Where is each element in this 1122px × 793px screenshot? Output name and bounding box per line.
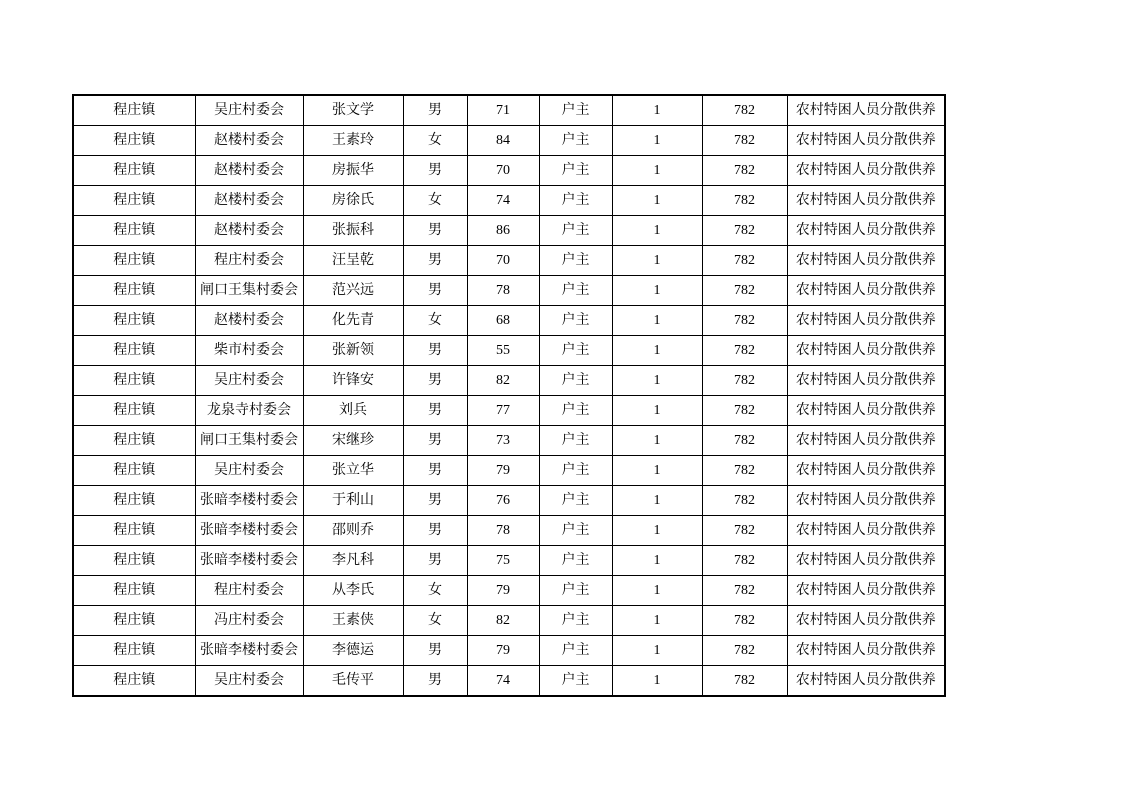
cell-name: 于利山 [303,486,403,516]
cell-village-committee: 赵楼村委会 [195,186,303,216]
cell-household-size: 1 [612,606,702,636]
cell-gender: 男 [403,486,467,516]
cell-amount: 782 [702,95,787,126]
cell-gender: 女 [403,126,467,156]
cell-name: 刘兵 [303,396,403,426]
cell-amount: 782 [702,636,787,666]
cell-age: 55 [467,336,539,366]
cell-amount: 782 [702,666,787,697]
cell-village-committee: 柴市村委会 [195,336,303,366]
cell-support-category: 农村特困人员分散供养 [787,486,945,516]
cell-gender: 女 [403,306,467,336]
cell-age: 76 [467,486,539,516]
cell-support-category: 农村特困人员分散供养 [787,246,945,276]
cell-town: 程庄镇 [73,576,195,606]
cell-name: 宋继珍 [303,426,403,456]
cell-gender: 男 [403,336,467,366]
cell-age: 78 [467,276,539,306]
cell-household-role: 户主 [539,276,612,306]
table-row [73,216,945,246]
cell-amount: 782 [702,426,787,456]
cell-village-committee: 程庄村委会 [195,576,303,606]
cell-village-committee: 吴庄村委会 [195,666,303,697]
cell-town: 程庄镇 [73,426,195,456]
cell-gender: 男 [403,426,467,456]
cell-age: 84 [467,126,539,156]
cell-support-category: 农村特困人员分散供养 [787,576,945,606]
cell-village-committee: 张暗李楼村委会 [195,516,303,546]
cell-support-category: 农村特困人员分散供养 [787,666,945,697]
cell-name: 张文学 [303,95,403,126]
table-row [73,95,945,126]
cell-household-size: 1 [612,126,702,156]
cell-name: 王素侠 [303,606,403,636]
cell-village-committee: 赵楼村委会 [195,216,303,246]
cell-gender: 女 [403,186,467,216]
cell-town: 程庄镇 [73,666,195,697]
cell-town: 程庄镇 [73,306,195,336]
cell-village-committee: 张暗李楼村委会 [195,636,303,666]
cell-name: 范兴远 [303,276,403,306]
cell-support-category: 农村特困人员分散供养 [787,456,945,486]
cell-town: 程庄镇 [73,606,195,636]
table-row [73,576,945,606]
table-row [73,186,945,216]
cell-town: 程庄镇 [73,546,195,576]
table-row [73,366,945,396]
cell-amount: 782 [702,156,787,186]
cell-household-size: 1 [612,216,702,246]
cell-age: 70 [467,156,539,186]
table-row [73,486,945,516]
cell-name: 房徐氏 [303,186,403,216]
cell-gender: 男 [403,366,467,396]
cell-age: 74 [467,666,539,697]
cell-household-role: 户主 [539,576,612,606]
cell-gender: 男 [403,396,467,426]
cell-name: 张振科 [303,216,403,246]
cell-household-size: 1 [612,546,702,576]
cell-name: 李凡科 [303,546,403,576]
table-row [73,396,945,426]
cell-gender: 男 [403,546,467,576]
table-row [73,276,945,306]
cell-age: 79 [467,576,539,606]
cell-amount: 782 [702,246,787,276]
cell-age: 86 [467,216,539,246]
cell-support-category: 农村特困人员分散供养 [787,186,945,216]
cell-name: 房振华 [303,156,403,186]
cell-household-role: 户主 [539,456,612,486]
cell-support-category: 农村特困人员分散供养 [787,546,945,576]
cell-amount: 782 [702,216,787,246]
cell-name: 从李氏 [303,576,403,606]
cell-town: 程庄镇 [73,636,195,666]
cell-name: 王素玲 [303,126,403,156]
cell-household-role: 户主 [539,306,612,336]
cell-amount: 782 [702,336,787,366]
cell-age: 82 [467,606,539,636]
cell-gender: 男 [403,216,467,246]
cell-household-size: 1 [612,95,702,126]
cell-household-size: 1 [612,426,702,456]
cell-household-role: 户主 [539,336,612,366]
cell-household-role: 户主 [539,95,612,126]
cell-age: 77 [467,396,539,426]
cell-household-size: 1 [612,456,702,486]
cell-town: 程庄镇 [73,156,195,186]
table-row [73,546,945,576]
cell-age: 74 [467,186,539,216]
cell-gender: 男 [403,666,467,697]
cell-support-category: 农村特困人员分散供养 [787,366,945,396]
cell-village-committee: 赵楼村委会 [195,306,303,336]
cell-gender: 女 [403,606,467,636]
cell-amount: 782 [702,186,787,216]
table-row [73,126,945,156]
cell-age: 79 [467,456,539,486]
cell-amount: 782 [702,396,787,426]
cell-support-category: 农村特困人员分散供养 [787,606,945,636]
cell-household-role: 户主 [539,126,612,156]
cell-household-size: 1 [612,276,702,306]
cell-amount: 782 [702,576,787,606]
cell-household-size: 1 [612,366,702,396]
cell-town: 程庄镇 [73,95,195,126]
cell-gender: 男 [403,246,467,276]
cell-household-size: 1 [612,396,702,426]
cell-name: 许锋安 [303,366,403,396]
cell-household-role: 户主 [539,216,612,246]
table-row [73,246,945,276]
cell-village-committee: 吴庄村委会 [195,456,303,486]
cell-household-size: 1 [612,636,702,666]
cell-amount: 782 [702,366,787,396]
cell-household-size: 1 [612,576,702,606]
cell-household-size: 1 [612,666,702,697]
cell-household-role: 户主 [539,516,612,546]
cell-village-committee: 吴庄村委会 [195,366,303,396]
cell-household-size: 1 [612,156,702,186]
cell-town: 程庄镇 [73,366,195,396]
cell-household-size: 1 [612,486,702,516]
cell-village-committee: 龙泉寺村委会 [195,396,303,426]
cell-gender: 男 [403,456,467,486]
table-row [73,516,945,546]
cell-household-size: 1 [612,306,702,336]
cell-support-category: 农村特困人员分散供养 [787,95,945,126]
cell-amount: 782 [702,546,787,576]
cell-gender: 男 [403,636,467,666]
cell-household-role: 户主 [539,366,612,396]
cell-support-category: 农村特困人员分散供养 [787,156,945,186]
cell-support-category: 农村特困人员分散供养 [787,426,945,456]
cell-amount: 782 [702,606,787,636]
cell-support-category: 农村特困人员分散供养 [787,216,945,246]
cell-gender: 男 [403,276,467,306]
cell-household-size: 1 [612,186,702,216]
cell-town: 程庄镇 [73,396,195,426]
cell-amount: 782 [702,276,787,306]
cell-age: 79 [467,636,539,666]
cell-village-committee: 吴庄村委会 [195,95,303,126]
cell-support-category: 农村特困人员分散供养 [787,306,945,336]
cell-gender: 女 [403,576,467,606]
cell-age: 78 [467,516,539,546]
cell-village-committee: 赵楼村委会 [195,126,303,156]
table-row [73,336,945,366]
cell-household-role: 户主 [539,546,612,576]
cell-village-committee: 程庄村委会 [195,246,303,276]
cell-household-role: 户主 [539,606,612,636]
cell-name: 张立华 [303,456,403,486]
cell-village-committee: 冯庄村委会 [195,606,303,636]
cell-town: 程庄镇 [73,246,195,276]
cell-town: 程庄镇 [73,126,195,156]
cell-household-role: 户主 [539,426,612,456]
table-row [73,306,945,336]
cell-gender: 男 [403,516,467,546]
cell-age: 82 [467,366,539,396]
table-row [73,426,945,456]
cell-town: 程庄镇 [73,516,195,546]
cell-support-category: 农村特困人员分散供养 [787,336,945,366]
cell-household-role: 户主 [539,486,612,516]
cell-age: 71 [467,95,539,126]
cell-amount: 782 [702,456,787,486]
cell-gender: 男 [403,156,467,186]
cell-household-role: 户主 [539,186,612,216]
cell-age: 75 [467,546,539,576]
cell-gender: 男 [403,95,467,126]
cell-village-committee: 闸口王集村委会 [195,276,303,306]
cell-household-role: 户主 [539,396,612,426]
table-row [73,636,945,666]
cell-name: 毛传平 [303,666,403,697]
cell-amount: 782 [702,486,787,516]
cell-name: 张新领 [303,336,403,366]
relief-recipients-table [72,94,946,697]
cell-age: 68 [467,306,539,336]
cell-amount: 782 [702,126,787,156]
table-row [73,606,945,636]
table-row [73,156,945,186]
cell-age: 70 [467,246,539,276]
cell-support-category: 农村特困人员分散供养 [787,396,945,426]
cell-amount: 782 [702,516,787,546]
cell-town: 程庄镇 [73,186,195,216]
cell-village-committee: 张暗李楼村委会 [195,546,303,576]
cell-household-role: 户主 [539,636,612,666]
cell-household-size: 1 [612,246,702,276]
cell-household-role: 户主 [539,666,612,697]
cell-support-category: 农村特困人员分散供养 [787,276,945,306]
cell-town: 程庄镇 [73,456,195,486]
cell-support-category: 农村特困人员分散供养 [787,636,945,666]
cell-household-role: 户主 [539,156,612,186]
cell-household-size: 1 [612,516,702,546]
table-row [73,666,945,697]
cell-name: 李德运 [303,636,403,666]
cell-support-category: 农村特困人员分散供养 [787,126,945,156]
cell-village-committee: 闸口王集村委会 [195,426,303,456]
cell-town: 程庄镇 [73,336,195,366]
cell-name: 化先青 [303,306,403,336]
cell-village-committee: 赵楼村委会 [195,156,303,186]
cell-name: 邵则乔 [303,516,403,546]
cell-town: 程庄镇 [73,216,195,246]
cell-household-size: 1 [612,336,702,366]
cell-support-category: 农村特困人员分散供养 [787,516,945,546]
cell-town: 程庄镇 [73,276,195,306]
cell-household-role: 户主 [539,246,612,276]
cell-name: 汪呈乾 [303,246,403,276]
cell-town: 程庄镇 [73,486,195,516]
cell-amount: 782 [702,306,787,336]
table-body [73,95,945,696]
table-row [73,456,945,486]
cell-village-committee: 张暗李楼村委会 [195,486,303,516]
cell-age: 73 [467,426,539,456]
